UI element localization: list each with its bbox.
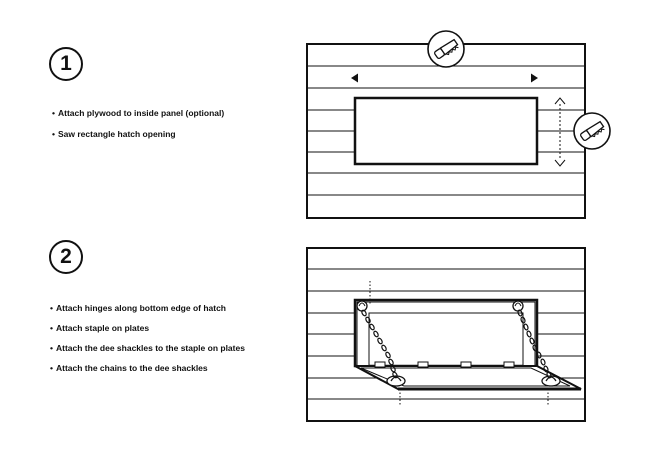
step-2-bullet: • Attach the dee shackles to the staple on plates bbox=[50, 343, 245, 353]
step-2-panel bbox=[307, 248, 585, 421]
step-2-instructions bbox=[50, 303, 245, 373]
hinge bbox=[461, 362, 471, 367]
hinge bbox=[418, 362, 428, 367]
staple-plate-right bbox=[513, 301, 523, 311]
hinge bbox=[504, 362, 514, 367]
hinge bbox=[375, 362, 385, 367]
step-2-bullet: • Attach hinges along bottom edge of hatch bbox=[50, 303, 245, 313]
step-1-bullet: • Saw rectangle hatch opening bbox=[52, 129, 224, 139]
step-2-number: 2 bbox=[49, 240, 83, 274]
step-1-bullet: • Attach plywood to inside panel (optional) bbox=[52, 108, 224, 118]
step-1-panel bbox=[307, 31, 610, 218]
saw-icon bbox=[574, 113, 610, 149]
saw-icon bbox=[428, 31, 464, 67]
hatch-opening bbox=[355, 98, 537, 164]
step-1-number: 1 bbox=[49, 47, 83, 81]
staple-plate-left bbox=[357, 301, 367, 311]
step-2-bullet: • Attach staple on plates bbox=[50, 323, 245, 333]
step-2-bullet: • Attach the chains to the dee shackles bbox=[50, 363, 245, 373]
